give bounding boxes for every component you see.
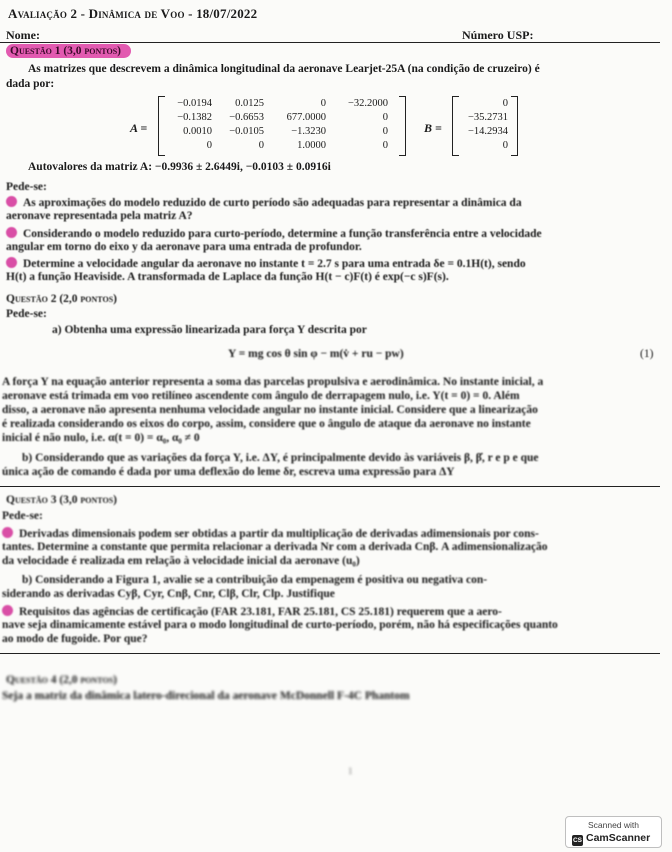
q3-item-a-line-1: Derivadas dimensionais podem ser obtidas a partir da multiplicação de derivadas adimensionais por cons- <box>2 527 539 540</box>
section-divider <box>0 653 660 654</box>
q3-item-c-line-2: nave seja dinamicamente estável para o modo longitudinal de curto-período, porém, não há especificações quanto <box>2 619 558 631</box>
q3-item-a-line-2: tantes. Determine a constante que permita relacionar a derivada Nr com a derivada Cnβ. A adimensionalização <box>2 541 548 553</box>
usp-number-label: Número USP: <box>462 28 534 42</box>
matrix-b-row: −35.2731 <box>467 112 508 123</box>
page-number: 1 <box>348 766 353 776</box>
matrix-b-row: 0 <box>502 98 508 109</box>
q1-intro-line-2: dada por: <box>6 78 55 90</box>
q2-paragraph-line: A força Y na equação anterior representa a soma das parcelas propulsiva e aerodinâmica. No instante inicial, a <box>2 376 544 388</box>
matrix-a-row: −0.1382 −0.6653 677.0000 0 <box>177 112 388 123</box>
question-2-title: Questão 2 (2,0 pontos) <box>6 293 118 305</box>
matrix-b-right-bracket <box>511 96 518 156</box>
matrix-a-right-bracket <box>399 96 406 156</box>
q1-item-c-line-1: Determine a velocidade angular da aeronave no instante t = 2.7 s para uma entrada δe = 0.1H(t), sendo <box>6 257 526 270</box>
matrix-a-label: A = <box>130 121 148 135</box>
q2-ask: Pede-se: <box>6 308 47 320</box>
equation-number: (1) <box>640 348 654 360</box>
camscanner-watermark <box>565 816 662 848</box>
matrix-b-left-bracket <box>452 96 459 156</box>
highlight-dot <box>2 605 13 616</box>
q1-item-c-line-2: H(t) a função Heaviside. A transformada de Laplace da função H(t − c)F(t) é exp(−c s)F(s). <box>6 271 449 283</box>
q2-equation: Y = mg cos θ sin φ − m(v̇ + ru − pw) <box>228 348 404 360</box>
matrix-b-row: −14.2934 <box>467 126 508 137</box>
q4-text: Seja a matriz da dinâmica latero-direcional da aeronave McDonnell F-4C Phantom <box>2 690 410 702</box>
highlight-dot <box>6 257 17 268</box>
q2-item-b-line-1: b) Considerando que as variações da força Y, i.e. ΔY, é principalmente devido às variáveis β, β̇, r e p e que <box>22 452 539 464</box>
q1-ask: Pede-se: <box>6 181 47 193</box>
watermark-brand: CS CamScanner <box>572 832 651 844</box>
q3-item-a-line-3: da velocidade é realizada em relação à velocidade inicial da aeronave (u₀) <box>2 555 360 567</box>
q1-intro-line-1: As matrizes que descrevem a dinâmica longitudinal da aeronave Learjet-25A (na condição de cruzeiro) é <box>28 63 540 75</box>
q3-ask: Pede-se: <box>2 510 43 522</box>
q2-paragraph-line: é realizada considerando os eixos do corpo, assim, considere que o ângulo de ataque da aeronave no instante <box>2 418 531 430</box>
q2-paragraph-line: aeronave está trimada em voo retilíneo ascendente com ângulo de derrapagem nulo, i.e. Y(t = 0) = 0. Além <box>2 390 520 402</box>
matrix-a-row: 0.0010 −0.0105 −1.3230 0 <box>183 126 388 137</box>
q1-item-b-line-1: Considerando o modelo reduzido para curto-período, determine a função transferência entre a velocidade <box>6 227 542 240</box>
eigenvalues-text: Autovalores da matriz A: −0.9936 ± 2.6449i, −0.0103 ± 0.0916i <box>28 161 331 173</box>
q2-paragraph-line: inicial é não nulo, i.e. α(t = 0) = α₀, α₀ ≠ 0 <box>2 432 200 444</box>
q1-item-a-line-1: As aproximações do modelo reduzido de curto período são adequadas para representar a dinâmica da <box>6 196 522 209</box>
header-divider <box>0 42 660 43</box>
matrix-b <box>452 96 518 156</box>
q2-item-b-line-2: única ação de comando é dada por uma deflexão do leme δr, escreva uma expressão para ΔY <box>2 466 455 478</box>
watermark-scanned-with: Scanned with <box>587 820 640 830</box>
matrix-b-label: B = <box>424 121 442 135</box>
matrix-a-row: 0 0 1.0000 0 <box>206 140 388 151</box>
q1-item-b-line-2: angular em torno do eixo y da aeronave para uma entrada de profundor. <box>6 241 362 253</box>
question-3-title: Questão 3 (3,0 pontos) <box>6 494 118 506</box>
matrix-a-row: −0.0194 0.0125 0 −32.2000 <box>177 98 388 109</box>
question-1-title: Questão 1 (3,0 pontos) <box>6 45 131 57</box>
q3-item-c-line-1: Requisitos das agências de certificação (FAR 23.181, FAR 25.181, CS 25.181) requerem que a aero- <box>2 605 502 618</box>
question-4-title: Questão 4 (2,0 pontos) <box>6 674 118 686</box>
name-label: Nome: <box>6 28 40 42</box>
q3-item-b-line-2: siderando as derivadas Cyβ, Cyr, Cnβ, Cnr, Clβ, Clr, Clp. Justifique <box>2 588 335 600</box>
highlight-dot <box>6 196 17 207</box>
matrix-a-left-bracket <box>158 96 165 156</box>
exam-header-title: Avaliação 2 - Dinâmica de Voo - 18/07/2022 <box>8 6 258 21</box>
section-divider <box>0 486 660 487</box>
q2-item-a: a) Obtenha uma expressão linearizada para força Y descrita por <box>52 324 367 336</box>
q3-item-b-line-1: b) Considerando a Figura 1, avalie se a contribuição da empenagem é positiva ou negativa con- <box>22 574 488 586</box>
q2-paragraph-line: disso, a aeronave não apresenta nenhuma velocidade angular no instante inicial. Considere que a linearização <box>2 404 538 416</box>
matrix-b-row: 0 <box>502 140 508 151</box>
q3-item-c-line-3: ao modo de fugoide. Por que? <box>2 633 148 645</box>
highlight-dot <box>2 527 13 538</box>
matrix-a <box>158 96 406 156</box>
highlight-dot <box>6 227 17 238</box>
camscanner-icon: CS <box>572 837 583 844</box>
q1-item-a-line-2: aeronave representada pela matriz A? <box>6 210 193 222</box>
